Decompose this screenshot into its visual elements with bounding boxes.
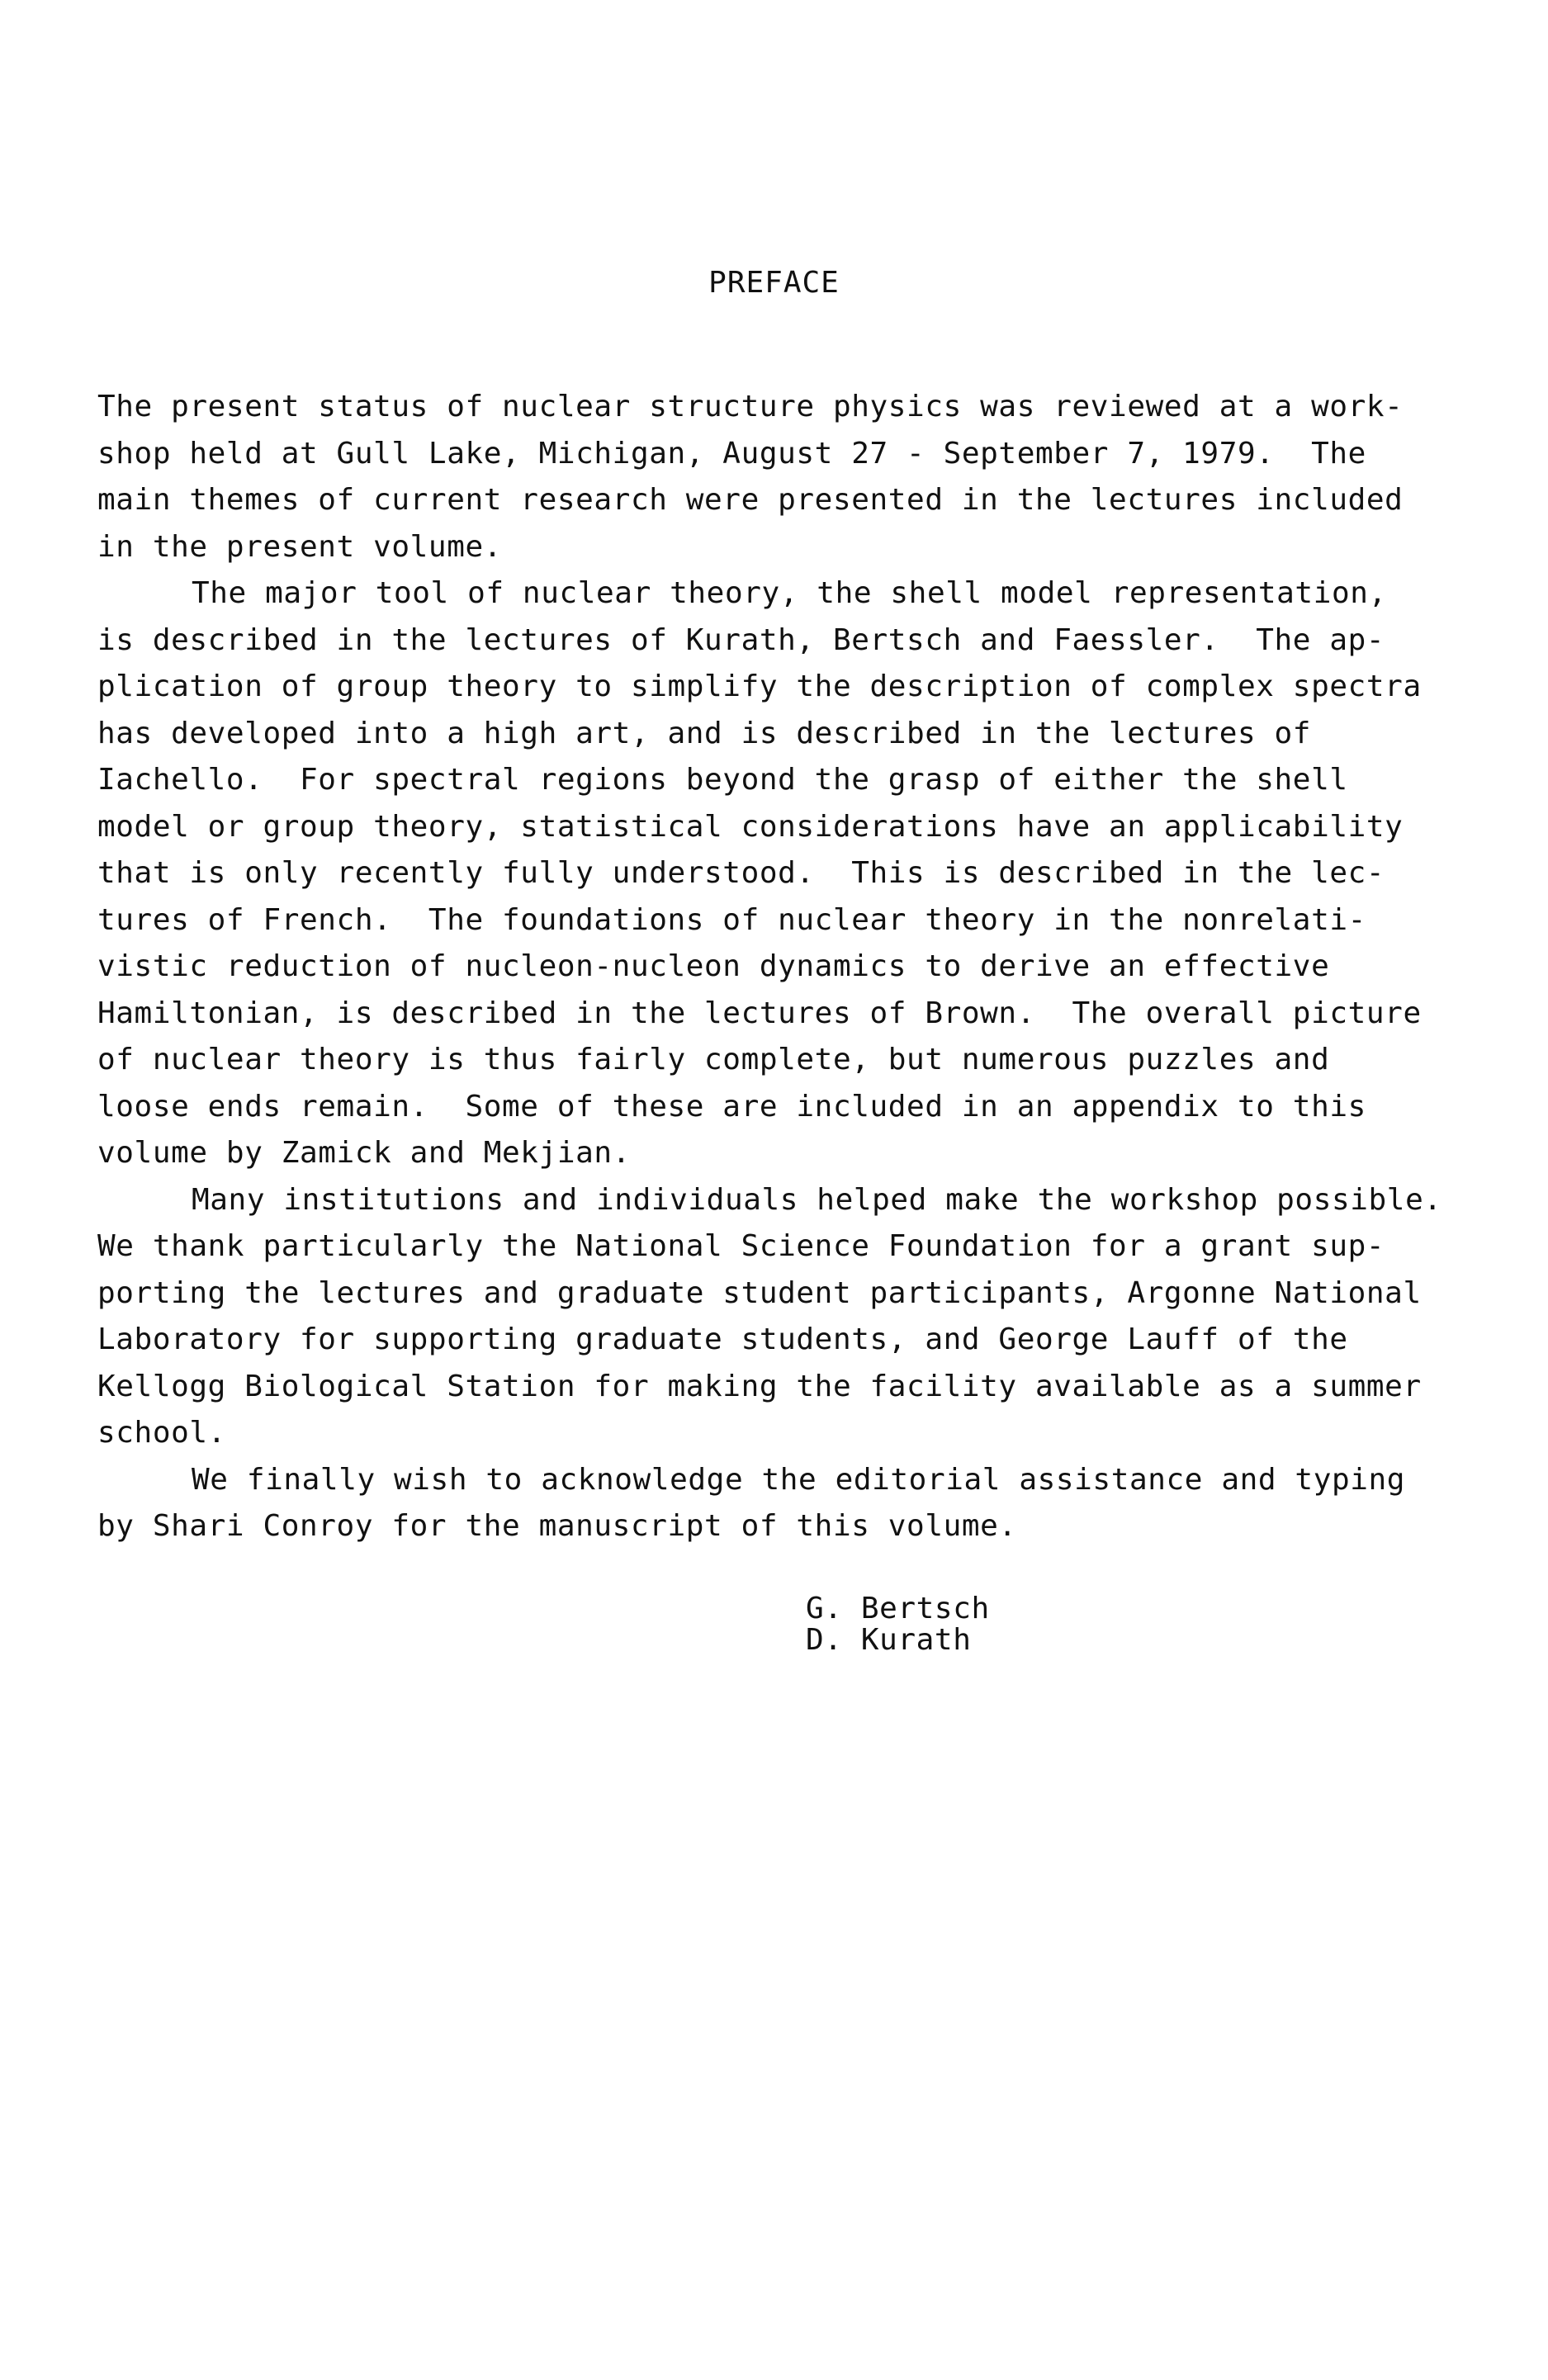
signature-name: G. Bertsch: [806, 1592, 990, 1625]
text-line: Hamiltonian, is described in the lectures of Brown. The overall picture: [97, 996, 1422, 1030]
page-title: PREFACE: [708, 266, 840, 300]
text-line: We thank particularly the National Science Foundation for a grant sup-: [97, 1229, 1385, 1263]
text-line: shop held at Gull Lake, Michigan, August 27 - September 7, 1979. The: [97, 436, 1366, 471]
paragraph-3: [97, 1177, 1460, 1457]
text-line: The present status of nuclear structure physics was reviewed at a work-: [97, 390, 1404, 423]
text-line: Laboratory for supporting graduate students, and George Lauff of the: [97, 1322, 1348, 1356]
signature-name: D. Kurath: [806, 1623, 972, 1657]
text-line: The major tool of nuclear theory, the shell model representation,: [192, 576, 1387, 610]
text-line: has developed into a high art, and is described in the lectures of: [97, 716, 1312, 750]
text-line: is described in the lectures of Kurath, Bertsch and Faessler. The ap-: [97, 622, 1385, 657]
text-line: that is only recently fully understood. This is described in the lec-: [97, 856, 1385, 890]
text-line: We finally wish to acknowledge the editorial assistance and typing: [192, 1462, 1406, 1497]
text-line: by Shari Conroy for the manuscript of this volume.: [97, 1509, 1017, 1543]
text-line: porting the lectures and graduate student participants, Argonne National: [97, 1275, 1422, 1310]
preface-body: [97, 384, 1460, 1550]
text-line: Kellogg Biological Station for making the facility available as a summer: [97, 1369, 1422, 1403]
text-line: vistic reduction of nucleon-nucleon dynamics to derive an effective: [97, 949, 1330, 983]
text-line: model or group theory, statistical considerations have an applicability: [97, 809, 1404, 844]
text-line: main themes of current research were presented in the lectures included: [97, 483, 1404, 517]
text-line: loose ends remain. Some of these are included in an appendix to this: [97, 1089, 1366, 1124]
text-line: Iachello. For spectral regions beyond the grasp of either the shell: [97, 763, 1348, 797]
text-line: tures of French. The foundations of nuclear theory in the nonrelati-: [97, 902, 1366, 937]
signature-block: [806, 1593, 990, 1656]
paragraph-1: [97, 384, 1460, 570]
text-line: in the present volume.: [97, 529, 503, 564]
text-line: volume by Zamick and Mekjian.: [97, 1136, 631, 1170]
text-line: school.: [97, 1416, 226, 1450]
paragraph-4: [97, 1457, 1460, 1550]
paragraph-2: [97, 570, 1460, 1177]
text-line: Many institutions and individuals helped make the workshop possible.: [192, 1182, 1442, 1217]
text-line: of nuclear theory is thus fairly complete, but numerous puzzles and: [97, 1043, 1330, 1076]
text-line: plication of group theory to simplify the description of complex spectra: [97, 670, 1422, 703]
